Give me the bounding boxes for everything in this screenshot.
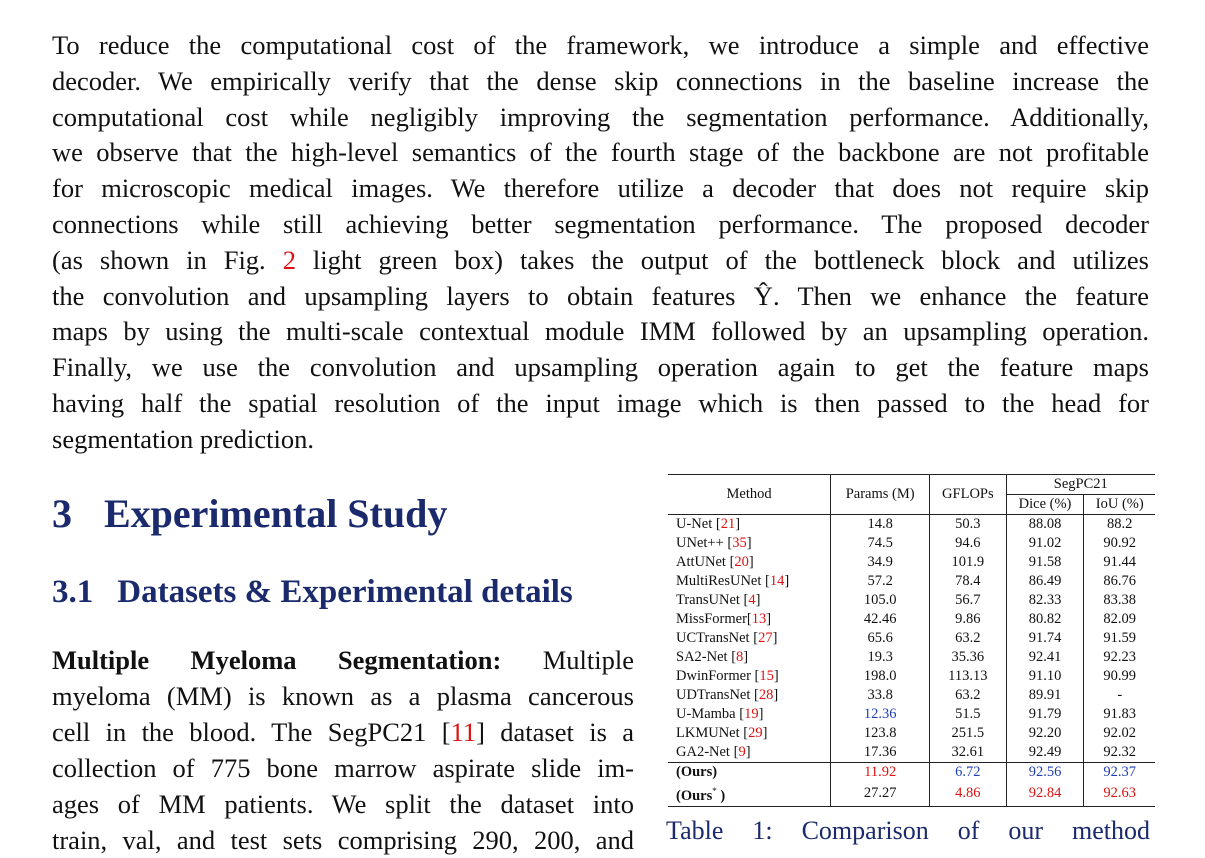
iou-cell: 91.59 (1084, 629, 1155, 648)
dataset-paragraph (52, 642, 634, 858)
iou-cell: 91.44 (1084, 553, 1155, 572)
gflops-cell: 251.5 (930, 724, 1006, 743)
text-line: To reduce the computational cost of the framework, we introduce a simple and effective (52, 30, 1149, 60)
citation-link[interactable]: 15 (759, 668, 774, 684)
citation-link[interactable]: 29 (748, 725, 763, 741)
comparison-table-container (668, 474, 1155, 807)
iou-cell: 92.23 (1084, 648, 1155, 667)
text-line: (as shown in Fig. 2 light green box) takes the output of the bottleneck block and utilizes (52, 244, 1149, 275)
table-caption: Table 1: Comparison of our method (666, 816, 1150, 845)
gflops-cell: 6.72 (930, 763, 1006, 783)
citation-link[interactable]: 14 (769, 573, 785, 589)
paragraph-heading: Multiple Myeloma Segmentation: (52, 645, 502, 675)
table-row (668, 686, 1155, 705)
gflops-cell: 94.6 (930, 534, 1006, 553)
iou-cell: 92.02 (1084, 724, 1155, 743)
table-row (668, 591, 1155, 610)
citation-link[interactable]: 20 (734, 554, 749, 570)
table-row-ours-star (668, 782, 1155, 806)
text-line: connections while still achieving better segmentation performance. The proposed decoder (52, 208, 1149, 239)
subsection-title: Datasets & Experimental details (117, 574, 573, 610)
gflops-cell: 78.4 (930, 572, 1006, 591)
header-dice: Dice (%) (1006, 495, 1084, 515)
text-line: maps by using the multi-scale contextual module IMM followed by an upsampling operation. (52, 316, 1149, 347)
params-cell: 105.0 (831, 591, 930, 610)
iou-cell: 83.38 (1084, 591, 1155, 610)
text-line: computational cost while negligibly improving the segmentation performance. Additionally, (52, 101, 1149, 132)
params-cell: 12.36 (831, 705, 930, 724)
text-line: we observe that the high-level semantics of the fourth stage of the backbone are not profitable (52, 137, 1149, 168)
params-cell: 14.8 (831, 515, 930, 535)
text-line: train, val, and test sets comprising 290, 200, and (52, 825, 634, 855)
subsection-number: 3.1 (52, 574, 94, 610)
citation-link[interactable]: 8 (736, 649, 744, 665)
iou-cell: 90.99 (1084, 667, 1155, 686)
dice-cell: 92.84 (1006, 782, 1084, 806)
params-cell: 57.2 (831, 572, 930, 591)
method-cell: UCTransNet [27] (676, 630, 778, 646)
gflops-cell: 63.2 (930, 629, 1006, 648)
citation-link[interactable]: 11 (450, 717, 477, 747)
subsection-heading (52, 574, 573, 611)
table-row (668, 610, 1155, 629)
table-row (668, 553, 1155, 572)
section-title: Experimental Study (104, 491, 448, 536)
gflops-cell: 101.9 (930, 553, 1006, 572)
iou-cell: 91.83 (1084, 705, 1155, 724)
params-cell: 34.9 (831, 553, 930, 572)
params-cell: 123.8 (831, 724, 930, 743)
table-row (668, 743, 1155, 763)
text-line: the convolution and upsampling layers to obtain features Ŷ. Then we enhance the feature (52, 280, 1149, 311)
method-cell: MultiResUNet [14] (676, 573, 790, 589)
text-line: for microscopic medical images. We therefore utilize a decoder that does not require skip (52, 173, 1149, 204)
gflops-cell: 4.86 (930, 782, 1006, 806)
table-row-ours (668, 763, 1155, 783)
citation-link[interactable]: 4 (748, 592, 756, 608)
section-number: 3 (52, 491, 72, 536)
dice-cell: 92.20 (1006, 724, 1084, 743)
dice-cell: 92.49 (1006, 743, 1084, 763)
text-line: segmentation prediction. (52, 423, 314, 454)
method-cell: LKMUNet [29] (676, 725, 768, 741)
dice-cell: 86.49 (1006, 572, 1084, 591)
table-row (668, 705, 1155, 724)
citation-link[interactable]: 28 (758, 687, 774, 703)
header-segpc21: SegPC21 (1006, 475, 1155, 495)
method-cell: (Ours* ) (676, 786, 726, 804)
dice-cell: 91.02 (1006, 534, 1084, 553)
gflops-cell: 35.36 (930, 648, 1006, 667)
table-row (668, 629, 1155, 648)
text-line: collection of 775 bone marrow aspirate slide im- (52, 753, 634, 783)
dice-cell: 91.74 (1006, 629, 1084, 648)
table-body (668, 515, 1155, 763)
dice-cell: 91.58 (1006, 553, 1084, 572)
citation-link[interactable]: 9 (738, 744, 746, 760)
citation-link[interactable]: 21 (720, 516, 736, 532)
table-row (668, 667, 1155, 686)
dice-cell: 91.79 (1006, 705, 1084, 724)
gflops-cell: 63.2 (930, 686, 1006, 705)
gflops-cell: 32.61 (930, 743, 1006, 763)
gflops-cell: 50.3 (930, 515, 1006, 535)
iou-cell: - (1084, 686, 1155, 705)
method-cell: U-Mamba [19] (676, 706, 764, 722)
method-cell: (Ours) (676, 764, 718, 780)
text-line: decoder. We empirically verify that the dense skip connections in the baseline increase the (52, 65, 1149, 96)
text-line: Multiple Myeloma Segmentation: Multiple (52, 645, 634, 675)
dice-cell: 80.82 (1006, 610, 1084, 629)
params-cell: 33.8 (831, 686, 930, 705)
table-row (668, 534, 1155, 553)
method-cell: SA2-Net [8] (676, 649, 749, 665)
method-cell: TransUNet [4] (676, 592, 761, 608)
dice-cell: 89.91 (1006, 686, 1084, 705)
gflops-cell: 51.5 (930, 705, 1006, 724)
params-cell: 65.6 (831, 629, 930, 648)
dice-cell: 91.10 (1006, 667, 1084, 686)
iou-cell: 92.32 (1084, 743, 1155, 763)
method-cell: AttUNet [20] (676, 554, 754, 570)
citation-link[interactable]: 13 (751, 611, 767, 627)
dice-cell: 82.33 (1006, 591, 1084, 610)
header-params: Params (M) (831, 475, 930, 515)
dice-cell: 92.56 (1006, 763, 1084, 783)
table-row (668, 724, 1155, 743)
iou-cell: 88.2 (1084, 515, 1155, 535)
iou-cell: 90.92 (1084, 534, 1155, 553)
table-row (668, 648, 1155, 667)
params-cell: 11.92 (831, 763, 930, 783)
header-iou: IoU (%) (1084, 495, 1155, 515)
params-cell: 74.5 (831, 534, 930, 553)
figure-reference-link[interactable]: 2 (282, 244, 296, 275)
method-cell: UDTransNet [28] (676, 687, 779, 703)
iou-cell: 92.63 (1084, 782, 1155, 806)
text-line: myeloma (MM) is known as a plasma cancerous (52, 681, 634, 711)
dice-cell: 88.08 (1006, 515, 1084, 535)
table-row (668, 515, 1155, 535)
method-cell: GA2-Net [9] (676, 744, 751, 760)
params-cell: 17.36 (831, 743, 930, 763)
comparison-table (668, 474, 1155, 807)
citation-link[interactable]: 27 (758, 630, 773, 646)
params-cell: 42.46 (831, 610, 930, 629)
intro-paragraph (52, 28, 1149, 458)
gflops-cell: 56.7 (930, 591, 1006, 610)
text-line: Finally, we use the convolution and upsampling operation again to get the feature maps (52, 352, 1149, 383)
text-line: ages of MM patients. We split the dataset into (52, 789, 634, 819)
iou-cell: 86.76 (1084, 572, 1155, 591)
params-cell: 19.3 (831, 648, 930, 667)
table-row (668, 572, 1155, 591)
params-cell: 198.0 (831, 667, 930, 686)
text-line: having half the spatial resolution of the input image which is then passed to the head for (52, 387, 1149, 418)
header-gflops: GFLOPs (930, 475, 1006, 515)
dice-cell: 92.41 (1006, 648, 1084, 667)
citation-link[interactable]: 19 (744, 706, 759, 722)
gflops-cell: 113.13 (930, 667, 1006, 686)
method-cell: UNet++ [35] (676, 535, 752, 551)
header-method: Method (668, 475, 831, 515)
section-heading (52, 490, 447, 537)
params-cell: 27.27 (831, 782, 930, 806)
iou-cell: 82.09 (1084, 610, 1155, 629)
method-cell: MissFormer[13] (676, 611, 772, 627)
gflops-cell: 9.86 (930, 610, 1006, 629)
method-cell: U-Net [21] (676, 516, 741, 532)
iou-cell: 92.37 (1084, 763, 1155, 783)
method-cell: DwinFormer [15] (676, 668, 779, 684)
text-line: cell in the blood. The SegPC21 [11] dataset is a (52, 717, 634, 747)
citation-link[interactable]: 35 (732, 535, 747, 551)
